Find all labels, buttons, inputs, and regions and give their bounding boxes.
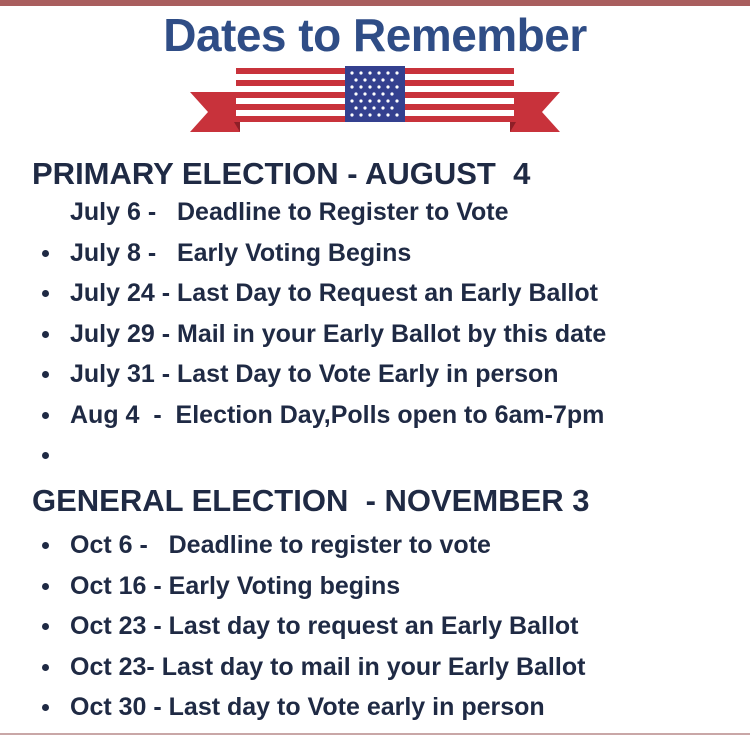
ribbon-tail-left <box>190 92 240 132</box>
bullet-icon <box>42 250 49 257</box>
bullet-icon <box>42 290 49 297</box>
list-item-text: Oct 23 - Last day to request an Early Ballot <box>70 612 579 640</box>
list-item-text: Oct 30 - Last day to Vote early in person <box>70 693 545 721</box>
bullet-icon <box>42 623 49 630</box>
list-item-text: Oct 16 - Early Voting begins <box>70 571 401 600</box>
bullet-icon <box>42 664 49 671</box>
primary-election-heading: PRIMARY ELECTION - AUGUST 4 <box>32 156 531 191</box>
bullet-icon <box>42 331 49 338</box>
bullet-icon <box>42 704 49 711</box>
list-item-text: July 24 - Last Day to Request an Early Ballot <box>70 279 598 307</box>
bullet-icon <box>42 412 49 419</box>
bullet-icon <box>42 371 49 378</box>
bullet-icon <box>42 542 49 549</box>
ribbon-tail-right <box>510 92 560 132</box>
american-flag-ribbon-icon <box>190 64 560 134</box>
general-election-heading: GENERAL ELECTION - NOVEMBER 3 <box>32 483 590 518</box>
list-item-text: Aug 4 - Election Day,Polls open to 6am-7pm <box>70 400 605 429</box>
list-item-text: July 29 - Mail in your Early Ballot by this date <box>70 319 607 348</box>
page-title: Dates to Remember <box>163 9 587 61</box>
list-item-text: Oct 6 - Deadline to register to vote <box>70 531 491 559</box>
bullet-icon <box>42 583 49 590</box>
list-item-text: Oct 23- Last day to mail in your Early Ballot <box>70 652 586 681</box>
bullet-icon <box>42 452 49 459</box>
list-item-text: July 8 - Early Voting Begins <box>70 238 412 267</box>
list-item-text: July 6 - Deadline to Register to Vote <box>70 198 509 226</box>
list-item-text: July 31 - Last Day to Vote Early in person <box>70 360 559 388</box>
